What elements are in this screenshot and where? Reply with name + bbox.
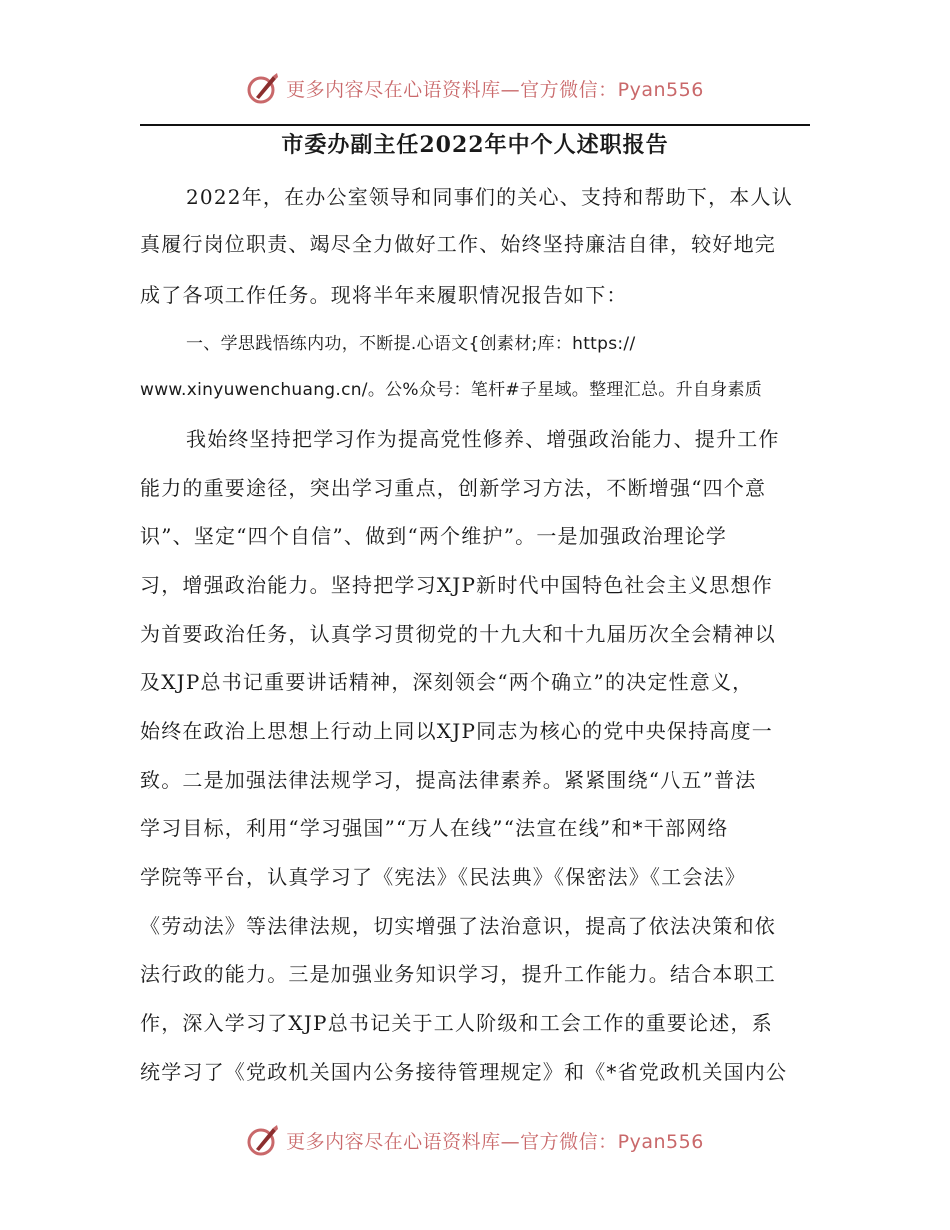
body-line: 习，增强政治能力。坚持把学习XJP新时代中国特色社会主义思想作 bbox=[140, 573, 773, 597]
header-watermark-text: 更多内容尽在心语资料库—官方微信：Pyan556 bbox=[286, 78, 704, 101]
header-watermark-banner bbox=[0, 66, 950, 110]
body-line: 《劳动法》等法律法规，切实增强了法治意识，提高了依法决策和依 bbox=[140, 914, 776, 938]
body-line: 统学习了《党政机关国内公务接待管理规定》和《*省党政机关国内公 bbox=[140, 1060, 788, 1084]
body-line: 真履行岗位职责、竭尽全力做好工作、始终坚持廉洁自律，较好地完 bbox=[140, 232, 776, 256]
body-line: 学院等平台，认真学习了《宪法》《民法典》《保密法》《工会法》 bbox=[140, 865, 746, 889]
body-line: 能力的重要途径，突出学习重点，创新学习方法，不断增强“四个意 bbox=[140, 476, 767, 500]
body-line: 学习目标，利用“学习强国”“万人在线”“法宣在线”和*干部网络 bbox=[140, 816, 729, 840]
body-line: 我始终坚持把学习作为提高党性修养、增强政治能力、提升工作 bbox=[186, 427, 780, 451]
footer-watermark-banner bbox=[0, 1118, 950, 1162]
body-line: 始终在政治上思想上行动上同以XJP同志为核心的党中央保持高度一 bbox=[140, 719, 773, 743]
body-line: 成了各项工作任务。现将半年来履职情况报告如下： bbox=[140, 283, 628, 307]
quill-seal-logo-icon bbox=[246, 1123, 280, 1157]
section-heading-line: 一、学思践悟练内功，不断提.心语文{创素材;库：https:// bbox=[186, 334, 636, 354]
body-line: 为首要政治任务，认真学习贯彻党的十九大和十九届历次全会精神以 bbox=[140, 622, 776, 646]
body-line: 及XJP总书记重要讲话精神，深刻领会“两个确立”的决定性意义， bbox=[140, 670, 754, 694]
body-line: 法行政的能力。三是加强业务知识学习，提升工作能力。结合本职工 bbox=[140, 962, 776, 986]
body-line: 识”、坚定“四个自信”、做到“两个维护”。一是加强政治理论学 bbox=[140, 524, 728, 548]
header-divider bbox=[140, 124, 810, 126]
body-line: 作，深入学习了XJP总书记关于工人阶级和工会工作的重要论述，系 bbox=[140, 1011, 773, 1035]
section-heading-line: www.xinyuwenchuang.cn/。公%众号：笔杆#子星域。整理汇总。升自身素质 bbox=[140, 380, 763, 400]
document-title: 市委办副主任2022年中个人述职报告 bbox=[281, 132, 669, 158]
quill-seal-logo-icon bbox=[246, 71, 280, 105]
body-line: 2022年，在办公室领导和同事们的关心、支持和帮助下，本人认 bbox=[186, 185, 793, 209]
footer-watermark-text: 更多内容尽在心语资料库—官方微信：Pyan556 bbox=[286, 1130, 704, 1153]
body-line: 致。二是加强法律法规学习，提高法律素养。紧紧围绕“八五”普法 bbox=[140, 768, 757, 792]
